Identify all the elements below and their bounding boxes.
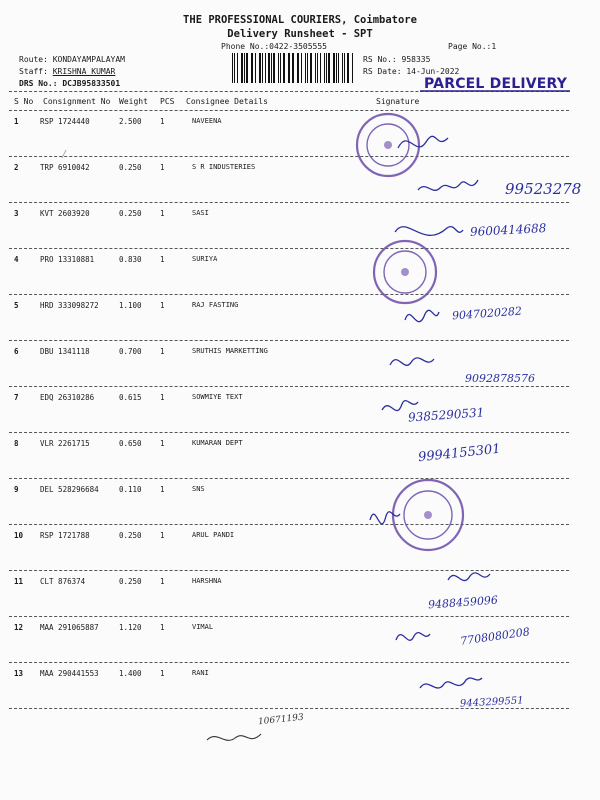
row-consignee: KUMARAN DEPT [192, 439, 243, 447]
row-consignee: RANI [192, 669, 209, 677]
row-weight: 0.250 [119, 209, 142, 218]
row-sno: 12 [14, 623, 24, 632]
row-consignment: RSP 1724440 [40, 117, 90, 126]
row-weight: 0.615 [119, 393, 142, 402]
handwritten-phone-3: 9600414688 [469, 221, 547, 239]
row-pcs: 1 [160, 255, 165, 264]
col-weight-header: Weight [119, 97, 148, 106]
row-consignment: DBU 1341118 [40, 347, 90, 356]
col-consignee-header: Consignee Details [186, 97, 268, 106]
row-consignee: SURIYA [192, 255, 218, 263]
row1-mark [62, 150, 66, 158]
row-pcs: 1 [160, 439, 165, 448]
row-sno: 2 [14, 163, 19, 172]
signature-scribble-2 [418, 180, 478, 190]
signature-scribble-9 [370, 512, 400, 524]
row-pcs: 1 [160, 347, 165, 356]
signature-scribble-12 [396, 633, 430, 641]
row-weight: 2.500 [119, 117, 142, 126]
signature-scribble-13 [420, 678, 482, 688]
row-consignee: SRUTHIS MARKETTING [192, 347, 268, 355]
row-consignee: S R INDUSTERIES [192, 163, 256, 171]
row-pcs: 1 [160, 485, 165, 494]
staff-prefix: Staff: [19, 67, 53, 76]
row-consignee: VIMAL [192, 623, 214, 631]
row-sno: 9 [14, 485, 19, 494]
row-consignment: EDQ 26310286 [40, 393, 95, 402]
signature-scribble-1 [398, 136, 448, 148]
row-weight: 0.110 [119, 485, 142, 494]
parcel-delivery-stamp: PARCEL DELIVERY [424, 76, 568, 92]
row-consignee: SOWMIYE TEXT [192, 393, 243, 401]
signature-scribble-6 [390, 358, 434, 365]
page-number: Page No.:1 [448, 42, 497, 51]
row-consignment: PRO 13310881 [40, 255, 95, 264]
row-pcs: 1 [160, 393, 165, 402]
drs-number: DRS No.: DCJB95833501 [19, 79, 121, 88]
handwritten-phone-12: 7708080208 [459, 625, 531, 648]
row-pcs: 1 [160, 531, 165, 540]
row-consignment: MAA 290441553 [40, 669, 99, 678]
row-consignment: VLR 2261715 [40, 439, 90, 448]
col-consignment-header: Consignment No [43, 97, 111, 106]
row-sno: 6 [14, 347, 19, 356]
route-label: Route: KONDAYAMPALAYAM [19, 55, 125, 64]
row-consignment: MAA 291065887 [40, 623, 99, 632]
row-pcs: 1 [160, 301, 165, 310]
handwritten-phone-5: 9047020282 [451, 304, 523, 323]
row-consignment: TRP 6910042 [40, 163, 90, 172]
row-sno: 4 [14, 255, 19, 264]
col-sno-header: S No [14, 97, 34, 106]
col-signature-header: Signature [376, 97, 420, 106]
row-pcs: 1 [160, 209, 165, 218]
row-consignment: CLT 876374 [40, 577, 86, 586]
handwritten-phone-7: 9385290531 [407, 405, 485, 425]
row-pcs: 1 [160, 163, 165, 172]
col-pcs-header: PCS [160, 97, 175, 106]
row-weight: 0.250 [119, 163, 142, 172]
row-consignee: SNS [192, 485, 205, 493]
college-seal-1 [357, 114, 419, 176]
signature-scribble-7 [382, 401, 418, 411]
company-title: THE PROFESSIONAL COURIERS, Coimbatore [183, 14, 417, 26]
rs-date: RS Date: 14-Jun-2022 [363, 67, 460, 76]
row-sno: 11 [14, 577, 24, 586]
footer-scribble [207, 734, 261, 740]
signature-scribble-5 [405, 310, 439, 321]
row-sno: 5 [14, 301, 19, 310]
row-pcs: 1 [160, 623, 165, 632]
handwritten-phone-8: 9994155301 [417, 441, 502, 466]
handwritten-footer: 10671193 [257, 712, 305, 728]
row-sno: 1 [14, 117, 19, 126]
row-consignment: HRD 333098272 [40, 301, 99, 310]
runsheet-title: Delivery Runsheet - SPT [227, 28, 373, 40]
row-weight: 0.700 [119, 347, 142, 356]
row-pcs: 1 [160, 117, 165, 126]
staff-name: KRISHNA KUMAR [52, 67, 116, 76]
row-sno: 10 [14, 531, 24, 540]
row-sno: 7 [14, 393, 19, 402]
row-consignee: ARUL PANDI [192, 531, 235, 539]
row-weight: 1.100 [119, 301, 142, 310]
row-consignee: NAVEENA [192, 117, 222, 125]
row-weight: 0.250 [119, 577, 142, 586]
row-consignment: DEL 528296684 [40, 485, 99, 494]
row-consignee: RAJ FASTING [192, 301, 239, 309]
college-seal-3 [393, 480, 463, 550]
row-pcs: 1 [160, 577, 165, 586]
row-weight: 1.400 [119, 669, 142, 678]
row-weight: 1.120 [119, 623, 142, 632]
handwritten-phone-13: 9443299551 [459, 695, 524, 710]
rs-number: RS No.: 958335 [363, 55, 431, 64]
row-weight: 0.650 [119, 439, 142, 448]
row-pcs: 1 [160, 669, 165, 678]
signature-scribble-3 [395, 227, 463, 236]
row-weight: 0.830 [119, 255, 142, 264]
handwritten-phone-11: 9488459096 [427, 593, 499, 612]
row-sno: 8 [14, 439, 19, 448]
row-sno: 3 [14, 209, 19, 218]
handwritten-phone-6: 9092878576 [465, 372, 535, 385]
row-weight: 0.250 [119, 531, 142, 540]
handwritten-phone-2: 99523278 [505, 180, 582, 198]
row-consignee: SASI [192, 209, 209, 217]
signature-scribble-11 [448, 573, 490, 581]
row-consignment: KVT 2603920 [40, 209, 90, 218]
row-consignee: HARSHNA [192, 577, 222, 585]
row-sno: 13 [14, 669, 24, 678]
college-seal-2 [374, 241, 436, 303]
phone-number: Phone No.:0422-3505555 [221, 42, 327, 51]
row-consignment: RSP 1721788 [40, 531, 90, 540]
